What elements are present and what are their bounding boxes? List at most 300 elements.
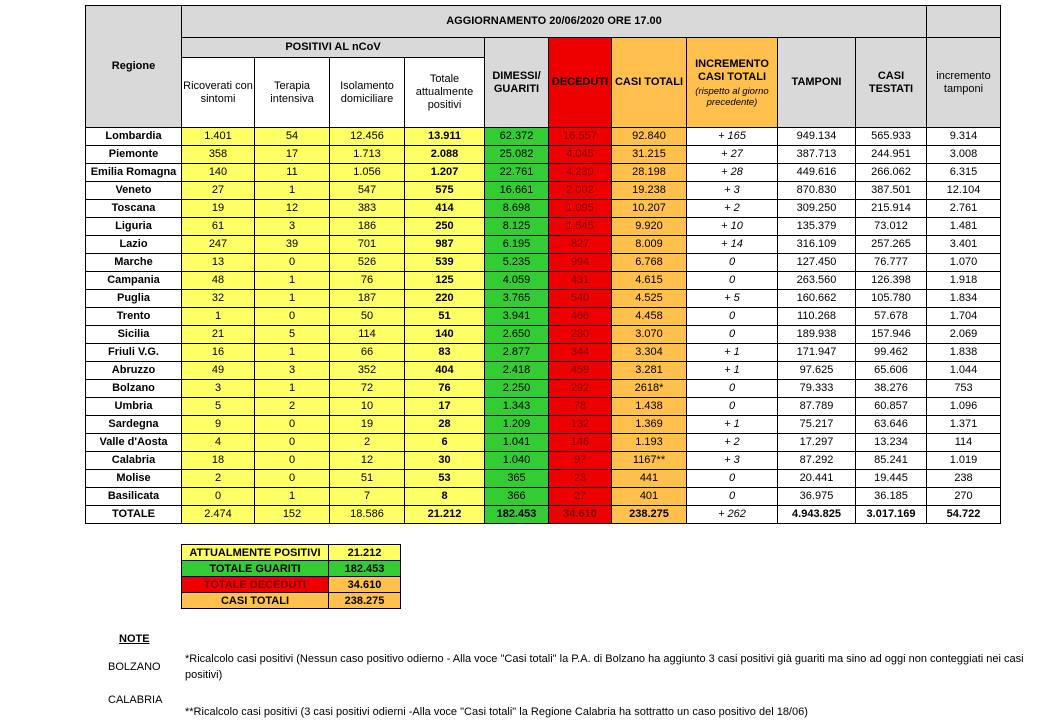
incremento-cell: + 165: [687, 128, 778, 146]
ricoverati-cell: 2: [182, 470, 255, 488]
deceduti-cell: 994: [549, 254, 612, 272]
region-name: Molise: [86, 470, 182, 488]
deceduti-cell: 16.557: [549, 128, 612, 146]
isolamento-cell: 51: [330, 470, 405, 488]
total-ricoverati-cell: 2.474: [182, 506, 255, 524]
incremento-tamponi-cell: 12.104: [927, 182, 1001, 200]
deceduti-cell: 540: [549, 290, 612, 308]
dimessi-cell: 365: [485, 470, 549, 488]
incremento-tamponi-cell: 3.401: [927, 236, 1001, 254]
terapia-cell: 39: [255, 236, 330, 254]
totale-positivi-cell: 8: [405, 488, 485, 506]
dimessi-cell: 6.195: [485, 236, 549, 254]
casi-testati-cell: 19.445: [856, 470, 927, 488]
region-name: Piemonte: [86, 146, 182, 164]
summary-value: 34.610: [329, 577, 401, 593]
note-label-bolzano: BOLZANO: [108, 661, 161, 673]
totale-positivi-cell: 404: [405, 362, 485, 380]
dimessi-cell: 2.250: [485, 380, 549, 398]
totale-positivi-cell: 6: [405, 434, 485, 452]
incremento-tamponi-cell: 1.044: [927, 362, 1001, 380]
total-dimessi-cell: 182.453: [485, 506, 549, 524]
totale-positivi-cell: 140: [405, 326, 485, 344]
incremento-tamponi-cell: 9.314: [927, 128, 1001, 146]
summary-label: TOTALE DECEDUTI: [182, 577, 329, 593]
totale-positivi-cell: 250: [405, 218, 485, 236]
region-name: Abruzzo: [86, 362, 182, 380]
header-casi-testati: CASI TESTATI: [856, 38, 927, 128]
total-incremento-cell: + 262: [687, 506, 778, 524]
deceduti-cell: 4.230: [549, 164, 612, 182]
region-name: Umbria: [86, 398, 182, 416]
notes-title: NOTE: [119, 633, 150, 645]
terapia-cell: 1: [255, 272, 330, 290]
table-row: [86, 344, 1001, 362]
covid-data-table: [85, 5, 1001, 524]
casi-totali-cell: 3.304: [612, 344, 687, 362]
casi-totali-cell: 4.615: [612, 272, 687, 290]
region-name: Sardegna: [86, 416, 182, 434]
deceduti-cell: 2.002: [549, 182, 612, 200]
table-row: [86, 236, 1001, 254]
casi-totali-cell: 4.458: [612, 308, 687, 326]
table-row: [86, 254, 1001, 272]
dimessi-cell: 62.372: [485, 128, 549, 146]
terapia-cell: 1: [255, 290, 330, 308]
tamponi-cell: 160.662: [778, 290, 856, 308]
dimessi-cell: 1.040: [485, 452, 549, 470]
totale-positivi-cell: 987: [405, 236, 485, 254]
terapia-cell: 17: [255, 146, 330, 164]
casi-totali-cell: 28.198: [612, 164, 687, 182]
region-name: Bolzano: [86, 380, 182, 398]
ricoverati-cell: 48: [182, 272, 255, 290]
ricoverati-cell: 247: [182, 236, 255, 254]
incremento-tamponi-cell: 114: [927, 434, 1001, 452]
incremento-cell: + 10: [687, 218, 778, 236]
region-name: Basilicata: [86, 488, 182, 506]
header-ricoverati: Ricoverati con sintomi: [182, 58, 255, 128]
ricoverati-cell: 358: [182, 146, 255, 164]
header-positivi-group: POSITIVI AL nCoV: [182, 38, 485, 58]
terapia-cell: 12: [255, 200, 330, 218]
table-row: [86, 290, 1001, 308]
dimessi-cell: 3.941: [485, 308, 549, 326]
casi-testati-cell: 387.501: [856, 182, 927, 200]
casi-totali-cell: 10.207: [612, 200, 687, 218]
header-blank-cell: [927, 6, 1001, 38]
incremento-tamponi-cell: 1.481: [927, 218, 1001, 236]
tamponi-cell: 949.134: [778, 128, 856, 146]
casi-totali-cell: 9.920: [612, 218, 687, 236]
casi-totali-cell: 6.768: [612, 254, 687, 272]
terapia-cell: 1: [255, 488, 330, 506]
terapia-cell: 5: [255, 326, 330, 344]
totale-positivi-cell: 13.911: [405, 128, 485, 146]
totale-positivi-cell: 414: [405, 200, 485, 218]
summary-value: 182.453: [329, 561, 401, 577]
tamponi-cell: 87.789: [778, 398, 856, 416]
total-deceduti-cell: 34.610: [549, 506, 612, 524]
isolamento-cell: 187: [330, 290, 405, 308]
dimessi-cell: 16.661: [485, 182, 549, 200]
region-name: Marche: [86, 254, 182, 272]
terapia-cell: 3: [255, 218, 330, 236]
incremento-tamponi-cell: 2.761: [927, 200, 1001, 218]
isolamento-cell: 12.456: [330, 128, 405, 146]
header-incremento-note: (rispetto al giorno precedente): [695, 85, 769, 108]
terapia-cell: 3: [255, 362, 330, 380]
isolamento-cell: 1.713: [330, 146, 405, 164]
totale-positivi-cell: 1.207: [405, 164, 485, 182]
deceduti-cell: 27: [549, 488, 612, 506]
totale-positivi-cell: 51: [405, 308, 485, 326]
terapia-cell: 1: [255, 182, 330, 200]
incremento-cell: 0: [687, 488, 778, 506]
tamponi-cell: 20.441: [778, 470, 856, 488]
casi-totali-cell: 3.070: [612, 326, 687, 344]
incremento-tamponi-cell: 1.838: [927, 344, 1001, 362]
summary-label: CASI TOTALI: [182, 593, 329, 609]
dimessi-cell: 2.418: [485, 362, 549, 380]
totale-positivi-cell: 28: [405, 416, 485, 434]
tamponi-cell: 870.830: [778, 182, 856, 200]
deceduti-cell: 97: [549, 452, 612, 470]
region-name: Campania: [86, 272, 182, 290]
terapia-cell: 1: [255, 380, 330, 398]
tamponi-cell: 79.333: [778, 380, 856, 398]
totale-positivi-cell: 575: [405, 182, 485, 200]
header-tamponi: TAMPONI: [778, 38, 856, 128]
deceduti-cell: 23: [549, 470, 612, 488]
dimessi-cell: 4.059: [485, 272, 549, 290]
isolamento-cell: 12: [330, 452, 405, 470]
incremento-cell: 0: [687, 308, 778, 326]
totals-row: [86, 506, 1001, 524]
tamponi-cell: 127.450: [778, 254, 856, 272]
isolamento-cell: 526: [330, 254, 405, 272]
summary-label: ATTUALMENTE POSITIVI: [182, 545, 329, 561]
total-casi-testati-cell: 3.017.169: [856, 506, 927, 524]
tamponi-cell: 449.616: [778, 164, 856, 182]
casi-totali-cell: 2618*: [612, 380, 687, 398]
ricoverati-cell: 5: [182, 398, 255, 416]
isolamento-cell: 76: [330, 272, 405, 290]
table-row: [86, 128, 1001, 146]
summary-value: 238.275: [329, 593, 401, 609]
casi-testati-cell: 76.777: [856, 254, 927, 272]
terapia-cell: 11: [255, 164, 330, 182]
ricoverati-cell: 32: [182, 290, 255, 308]
terapia-cell: 54: [255, 128, 330, 146]
region-name: Emilia Romagna: [86, 164, 182, 182]
deceduti-cell: 146: [549, 434, 612, 452]
region-name: Lombardia: [86, 128, 182, 146]
region-name: Lazio: [86, 236, 182, 254]
totale-positivi-cell: 220: [405, 290, 485, 308]
dimessi-cell: 366: [485, 488, 549, 506]
isolamento-cell: 50: [330, 308, 405, 326]
totale-positivi-cell: 83: [405, 344, 485, 362]
terapia-cell: 1: [255, 344, 330, 362]
incremento-cell: 0: [687, 326, 778, 344]
table-row: [86, 470, 1001, 488]
note-text-bolzano: *Ricalcolo casi positivi (Nessun caso positivo odierno - Alla voce "Casi totali" la P.A. di Bolzano ha aggiunto 3 casi positivi già guariti ma sino ad oggi non conteggiati nei casi positivi): [185, 653, 1024, 681]
dimessi-cell: 5.235: [485, 254, 549, 272]
tamponi-cell: 309.250: [778, 200, 856, 218]
isolamento-cell: 19: [330, 416, 405, 434]
incremento-cell: + 3: [687, 182, 778, 200]
casi-totali-cell: 31.215: [612, 146, 687, 164]
table-row: [86, 308, 1001, 326]
table-row: [86, 326, 1001, 344]
casi-testati-cell: 65.606: [856, 362, 927, 380]
incremento-tamponi-cell: 3.008: [927, 146, 1001, 164]
totale-positivi-cell: 53: [405, 470, 485, 488]
table-row: [86, 416, 1001, 434]
table-row: [86, 362, 1001, 380]
dimessi-cell: 3.765: [485, 290, 549, 308]
incremento-tamponi-cell: 1.070: [927, 254, 1001, 272]
header-incremento-label: INCREMENTO CASI TOTALI: [695, 57, 769, 83]
casi-totali-cell: 8.009: [612, 236, 687, 254]
casi-totali-cell: 1.438: [612, 398, 687, 416]
totale-positivi-cell: 125: [405, 272, 485, 290]
summary-value: 21.212: [329, 545, 401, 561]
header-regione: Regione: [86, 6, 182, 128]
casi-totali-cell: 1.193: [612, 434, 687, 452]
header-totale-positivi: Totale attualmente positivi: [405, 58, 485, 128]
incremento-tamponi-cell: 753: [927, 380, 1001, 398]
table-row: [86, 488, 1001, 506]
header-dimessi: DIMESSI/ GUARITI: [485, 38, 549, 128]
total-totale-positivi-cell: 21.212: [405, 506, 485, 524]
terapia-cell: 0: [255, 254, 330, 272]
incremento-tamponi-cell: 1.019: [927, 452, 1001, 470]
isolamento-cell: 72: [330, 380, 405, 398]
ricoverati-cell: 1.401: [182, 128, 255, 146]
tamponi-cell: 17.297: [778, 434, 856, 452]
terapia-cell: 0: [255, 308, 330, 326]
region-name: Sicilia: [86, 326, 182, 344]
casi-testati-cell: 157.946: [856, 326, 927, 344]
casi-testati-cell: 565.933: [856, 128, 927, 146]
terapia-cell: 0: [255, 470, 330, 488]
deceduti-cell: 431: [549, 272, 612, 290]
totale-positivi-cell: 539: [405, 254, 485, 272]
region-name: Calabria: [86, 452, 182, 470]
isolamento-cell: 547: [330, 182, 405, 200]
ricoverati-cell: 3: [182, 380, 255, 398]
region-name: Friuli V.G.: [86, 344, 182, 362]
totals-label: TOTALE: [86, 506, 182, 524]
casi-totali-cell: 4.525: [612, 290, 687, 308]
region-name: Toscana: [86, 200, 182, 218]
ricoverati-cell: 19: [182, 200, 255, 218]
incremento-tamponi-cell: 1.371: [927, 416, 1001, 434]
header-incremento: [687, 38, 778, 128]
casi-testati-cell: 36.185: [856, 488, 927, 506]
incremento-tamponi-cell: 1.918: [927, 272, 1001, 290]
deceduti-cell: 344: [549, 344, 612, 362]
table-row: [86, 398, 1001, 416]
casi-testati-cell: 38.276: [856, 380, 927, 398]
ricoverati-cell: 27: [182, 182, 255, 200]
table-row: [86, 434, 1001, 452]
casi-totali-cell: 3.281: [612, 362, 687, 380]
tamponi-cell: 87.292: [778, 452, 856, 470]
dimessi-cell: 2.650: [485, 326, 549, 344]
ricoverati-cell: 21: [182, 326, 255, 344]
table-row: [86, 182, 1001, 200]
casi-testati-cell: 60.857: [856, 398, 927, 416]
incremento-cell: + 1: [687, 416, 778, 434]
total-tamponi-cell: 4.943.825: [778, 506, 856, 524]
incremento-cell: + 5: [687, 290, 778, 308]
header-casi-totali: CASI TOTALI: [612, 38, 687, 128]
dimessi-cell: 8.125: [485, 218, 549, 236]
casi-testati-cell: 215.914: [856, 200, 927, 218]
table-title: AGGIORNAMENTO 20/06/2020 ORE 17.00: [182, 6, 927, 38]
incremento-cell: + 28: [687, 164, 778, 182]
table-row: [86, 146, 1001, 164]
incremento-tamponi-cell: 1.096: [927, 398, 1001, 416]
terapia-cell: 0: [255, 416, 330, 434]
total-terapia-cell: 152: [255, 506, 330, 524]
totale-positivi-cell: 2.088: [405, 146, 485, 164]
incremento-cell: + 1: [687, 344, 778, 362]
incremento-cell: 0: [687, 398, 778, 416]
ricoverati-cell: 61: [182, 218, 255, 236]
tamponi-cell: 263.560: [778, 272, 856, 290]
isolamento-cell: 1.056: [330, 164, 405, 182]
ricoverati-cell: 1: [182, 308, 255, 326]
tamponi-cell: 36.975: [778, 488, 856, 506]
isolamento-cell: 10: [330, 398, 405, 416]
terapia-cell: 2: [255, 398, 330, 416]
casi-testati-cell: 85.241: [856, 452, 927, 470]
tamponi-cell: 135.379: [778, 218, 856, 236]
isolamento-cell: 352: [330, 362, 405, 380]
deceduti-cell: 1.095: [549, 200, 612, 218]
incremento-tamponi-cell: 270: [927, 488, 1001, 506]
incremento-tamponi-cell: 1.704: [927, 308, 1001, 326]
casi-testati-cell: 73.012: [856, 218, 927, 236]
isolamento-cell: 701: [330, 236, 405, 254]
casi-testati-cell: 57.678: [856, 308, 927, 326]
header-isolamento: Isolamento domiciliare: [330, 58, 405, 128]
isolamento-cell: 383: [330, 200, 405, 218]
table-row: [86, 218, 1001, 236]
casi-testati-cell: 105.780: [856, 290, 927, 308]
total-isolamento-cell: 18.586: [330, 506, 405, 524]
region-name: Puglia: [86, 290, 182, 308]
ricoverati-cell: 9: [182, 416, 255, 434]
header-deceduti: DECEDUTI: [549, 38, 612, 128]
ricoverati-cell: 18: [182, 452, 255, 470]
casi-totali-cell: 1.369: [612, 416, 687, 434]
tamponi-cell: 316.109: [778, 236, 856, 254]
summary-table: [181, 544, 401, 609]
totale-positivi-cell: 76: [405, 380, 485, 398]
dimessi-cell: 2.877: [485, 344, 549, 362]
ricoverati-cell: 49: [182, 362, 255, 380]
deceduti-cell: 292: [549, 380, 612, 398]
tamponi-cell: 189.938: [778, 326, 856, 344]
incremento-cell: + 3: [687, 452, 778, 470]
casi-totali-cell: 19.238: [612, 182, 687, 200]
dimessi-cell: 1.041: [485, 434, 549, 452]
total-casi-totali-cell: 238.275: [612, 506, 687, 524]
casi-testati-cell: 13.234: [856, 434, 927, 452]
incremento-cell: + 1: [687, 362, 778, 380]
dimessi-cell: 22.761: [485, 164, 549, 182]
incremento-tamponi-cell: 238: [927, 470, 1001, 488]
dimessi-cell: 1.343: [485, 398, 549, 416]
totale-positivi-cell: 17: [405, 398, 485, 416]
casi-totali-cell: 401: [612, 488, 687, 506]
tamponi-cell: 110.268: [778, 308, 856, 326]
table-row: [86, 200, 1001, 218]
note-label-calabria: CALABRIA: [108, 694, 163, 706]
ricoverati-cell: 140: [182, 164, 255, 182]
deceduti-cell: 466: [549, 308, 612, 326]
tamponi-cell: 97.625: [778, 362, 856, 380]
tamponi-cell: 171.947: [778, 344, 856, 362]
deceduti-cell: 1.545: [549, 218, 612, 236]
table-row: [86, 272, 1001, 290]
terapia-cell: 0: [255, 452, 330, 470]
casi-testati-cell: 266.062: [856, 164, 927, 182]
isolamento-cell: 66: [330, 344, 405, 362]
tamponi-cell: 387.713: [778, 146, 856, 164]
incremento-cell: 0: [687, 470, 778, 488]
deceduti-cell: 78: [549, 398, 612, 416]
incremento-cell: + 2: [687, 200, 778, 218]
header-incremento-tamponi: incremento tamponi: [927, 38, 1001, 128]
ricoverati-cell: 4: [182, 434, 255, 452]
isolamento-cell: 114: [330, 326, 405, 344]
deceduti-cell: 4.045: [549, 146, 612, 164]
note-text-calabria: **Ricalcolo casi positivi (3 casi positivi odierni -Alla voce "Casi totali" la Regione Calabria ha sottratto un caso positivo del 18/06): [185, 706, 808, 718]
total-incremento-tamponi-cell: 54.722: [927, 506, 1001, 524]
region-name: Liguria: [86, 218, 182, 236]
incremento-cell: + 2: [687, 434, 778, 452]
incremento-cell: + 27: [687, 146, 778, 164]
deceduti-cell: 280: [549, 326, 612, 344]
incremento-cell: 0: [687, 254, 778, 272]
deceduti-cell: 459: [549, 362, 612, 380]
deceduti-cell: 827: [549, 236, 612, 254]
incremento-tamponi-cell: 2.069: [927, 326, 1001, 344]
casi-testati-cell: 99.462: [856, 344, 927, 362]
incremento-cell: 0: [687, 272, 778, 290]
casi-testati-cell: 257.265: [856, 236, 927, 254]
ricoverati-cell: 0: [182, 488, 255, 506]
dimessi-cell: 25.082: [485, 146, 549, 164]
casi-testati-cell: 63.646: [856, 416, 927, 434]
incremento-cell: + 14: [687, 236, 778, 254]
ricoverati-cell: 16: [182, 344, 255, 362]
incremento-tamponi-cell: 6.315: [927, 164, 1001, 182]
casi-testati-cell: 244.951: [856, 146, 927, 164]
casi-totali-cell: 1167**: [612, 452, 687, 470]
totale-positivi-cell: 30: [405, 452, 485, 470]
dimessi-cell: 8.698: [485, 200, 549, 218]
dimessi-cell: 1.209: [485, 416, 549, 434]
tamponi-cell: 75.217: [778, 416, 856, 434]
isolamento-cell: 2: [330, 434, 405, 452]
